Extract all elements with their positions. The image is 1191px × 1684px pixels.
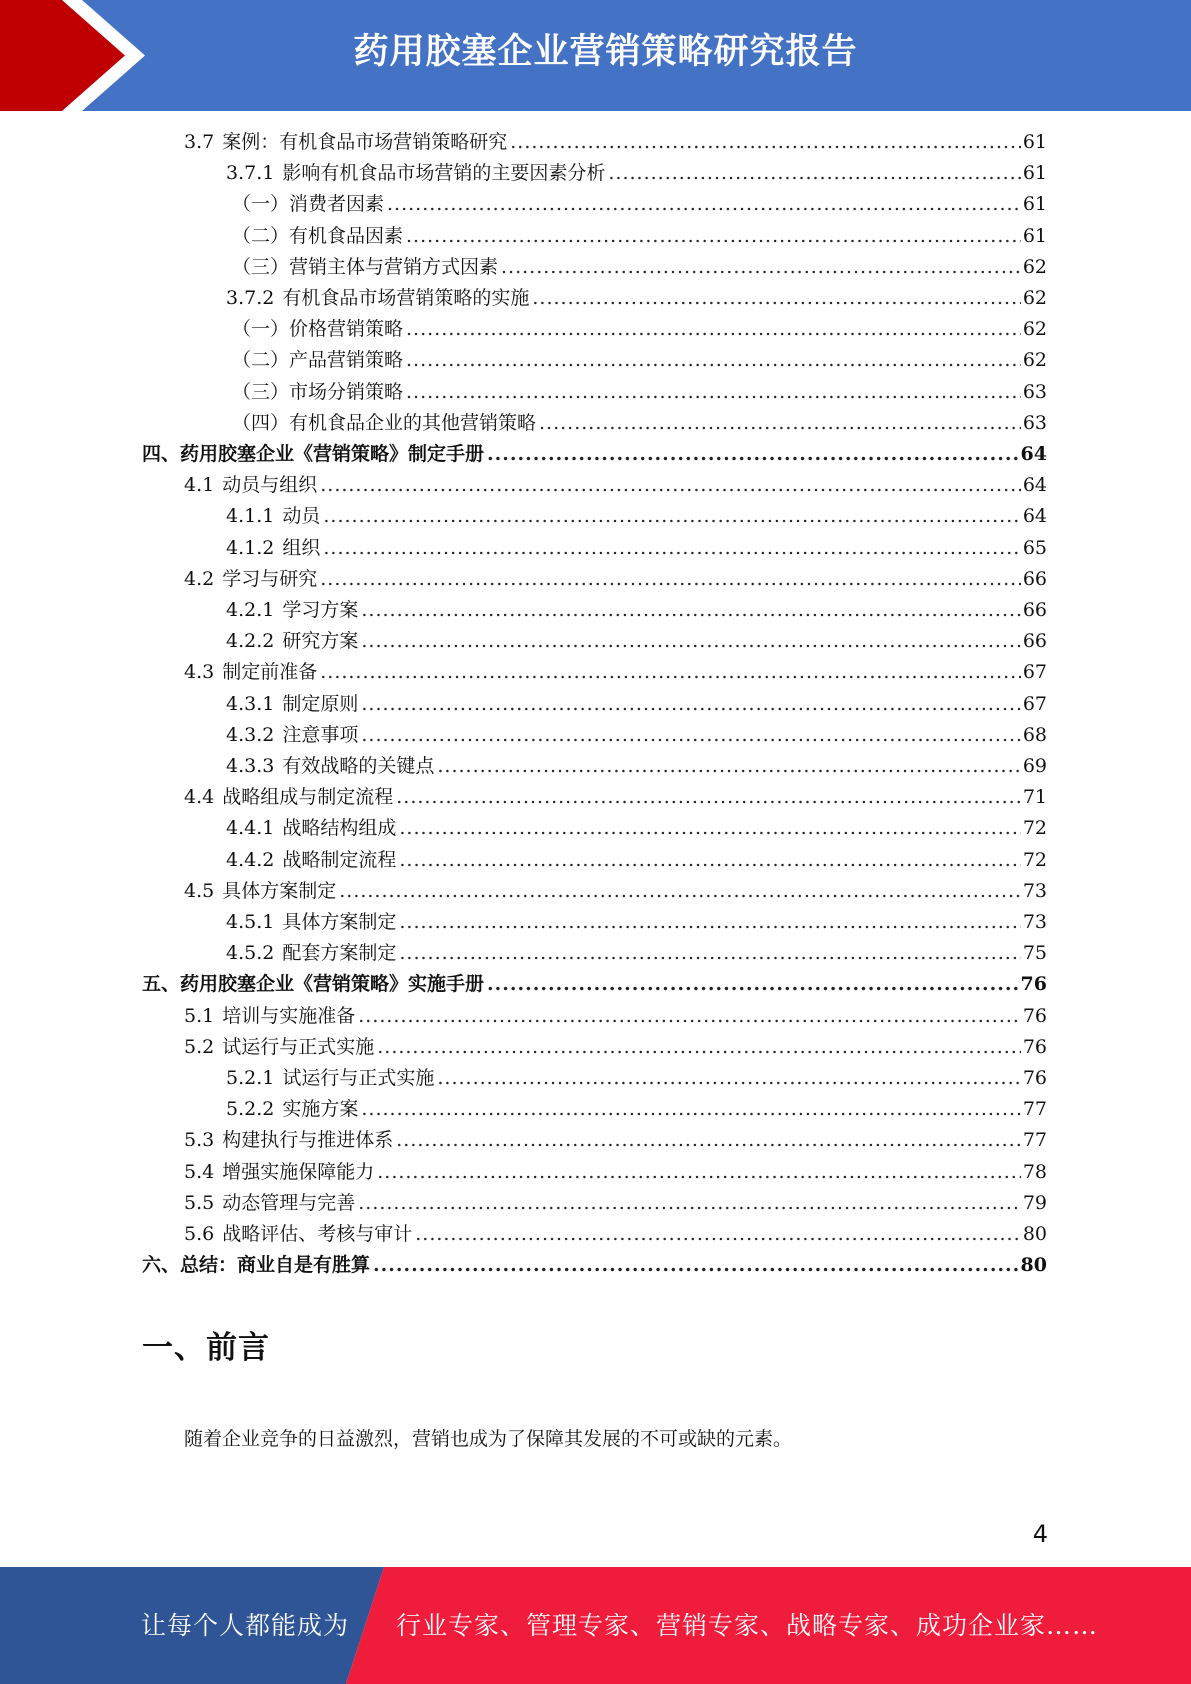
toc-entry-page: 66 <box>1022 630 1047 653</box>
toc-entry-title: （二）有机食品因素 <box>232 224 404 247</box>
toc-entry-number: 4.5.2 <box>226 942 275 965</box>
toc-entry-page: 69 <box>1022 755 1047 777</box>
toc-entry-page: 73 <box>1022 911 1047 933</box>
toc-entry-number: 5.5 <box>184 1191 215 1214</box>
toc-entry-title: 制定原则 <box>282 692 359 715</box>
toc-entry-page: 75 <box>1022 942 1047 965</box>
toc-entry[interactable] <box>184 470 1047 501</box>
toc-entry-page: 67 <box>1022 692 1047 715</box>
toc-entry-number: 五、 <box>142 973 181 996</box>
toc-dot-leader <box>399 907 1020 938</box>
toc-dot-leader <box>387 189 1021 220</box>
toc-dot-leader <box>339 876 1021 907</box>
page-number: 4 <box>1032 1520 1048 1548</box>
toc-dot-leader <box>373 1250 1019 1281</box>
toc-entry-title: 战略评估、考核与审计 <box>222 1223 413 1245</box>
toc-entry[interactable] <box>184 1188 1047 1219</box>
toc-entry-page: 62 <box>1022 287 1047 309</box>
toc-entry-title: 制定前准备 <box>222 661 318 684</box>
toc-entry[interactable] <box>142 439 1047 470</box>
toc-entry-page: 65 <box>1022 536 1047 559</box>
toc-entry[interactable] <box>142 1250 1047 1281</box>
toc-entry-title: （一）消费者因素 <box>232 193 385 216</box>
toc-entry-page: 77 <box>1022 1129 1047 1152</box>
toc-dot-leader <box>510 127 1021 158</box>
toc-entry-title: 试运行与正式实施 <box>222 1035 375 1058</box>
toc-entry-number: 4.3.2 <box>226 723 275 746</box>
toc-entry-page: 77 <box>1022 1098 1047 1121</box>
toc-entry-page: 66 <box>1022 567 1047 590</box>
toc-entry-title: 动员与组织 <box>222 474 318 497</box>
toc-entry-title: 战略结构组成 <box>282 817 397 840</box>
toc-entry-page: 61 <box>1022 224 1047 247</box>
toc-dot-leader <box>361 626 1020 657</box>
toc-entry[interactable] <box>226 938 1047 969</box>
toc-entry-title: （四）有机食品企业的其他营销策略 <box>232 411 537 434</box>
toc-entry[interactable] <box>226 501 1047 532</box>
toc-dot-leader <box>437 1063 1020 1094</box>
toc-dot-leader <box>406 377 1021 408</box>
toc-entry-title: 培训与实施准备 <box>222 1004 356 1027</box>
toc-entry-page: 76 <box>1022 1035 1047 1058</box>
toc-entry-title: 药用胶塞企业《营销策略》制定手册 <box>180 443 485 465</box>
toc-entry[interactable] <box>184 1032 1047 1063</box>
toc-entry[interactable] <box>226 1063 1047 1094</box>
document-title: 药用胶塞企业营销策略研究报告 <box>353 32 858 72</box>
toc-entry-page: 63 <box>1022 411 1047 434</box>
toc-dot-leader <box>501 252 1021 283</box>
toc-entry-page: 76 <box>1022 1067 1047 1089</box>
toc-entry-page: 76 <box>1022 1004 1047 1027</box>
toc-dot-leader <box>361 595 1020 626</box>
toc-dot-leader <box>487 439 1019 470</box>
toc-entry-number: 5.1 <box>184 1004 215 1027</box>
toc-entry-number: 四、 <box>142 443 181 465</box>
toc-dot-leader <box>320 564 1021 595</box>
toc-entry[interactable] <box>232 408 1047 439</box>
toc-entry[interactable] <box>226 595 1047 626</box>
toc-entry[interactable] <box>226 907 1047 938</box>
toc-entry[interactable] <box>226 1094 1047 1125</box>
toc-entry-number: 5.4 <box>184 1160 215 1183</box>
toc-entry-title: 总结：商业自是有胜算 <box>180 1254 371 1277</box>
toc-entry-title: 具体方案制定 <box>222 879 337 902</box>
toc-entry-page: 63 <box>1022 380 1047 403</box>
toc-entry-title: 实施方案 <box>282 1098 359 1121</box>
toc-dot-leader <box>361 720 1020 751</box>
toc-entry-number: 3.7.2 <box>226 287 275 309</box>
toc-entry[interactable] <box>232 252 1047 283</box>
toc-entry[interactable] <box>232 345 1047 376</box>
toc-dot-leader <box>406 345 1021 376</box>
toc-entry-number: 4.3.3 <box>226 755 275 777</box>
toc-entry[interactable] <box>184 1001 1047 1032</box>
toc-entry-title: 影响有机食品市场营销的主要因素分析 <box>282 162 606 185</box>
toc-entry-number: 5.6 <box>184 1223 215 1245</box>
toc-dot-leader <box>320 470 1021 501</box>
toc-dot-leader <box>437 751 1020 782</box>
toc-entry-page: 64 <box>1020 443 1047 465</box>
toc-entry[interactable] <box>184 1219 1047 1250</box>
toc-entry-page: 62 <box>1022 318 1047 341</box>
toc-entry-number: 4.4 <box>184 786 215 809</box>
toc-entry[interactable] <box>232 189 1047 220</box>
toc-entry-page: 61 <box>1022 162 1047 185</box>
toc-entry-title: （三）营销主体与营销方式因素 <box>232 255 499 278</box>
toc-entry-page: 72 <box>1022 817 1047 840</box>
toc-dot-leader <box>399 938 1020 969</box>
toc-entry[interactable] <box>232 377 1047 408</box>
toc-entry-title: 有机食品市场营销策略的实施 <box>282 287 530 309</box>
toc-dot-leader <box>487 969 1019 1000</box>
toc-entry-page: 71 <box>1022 786 1047 809</box>
toc-dot-leader <box>323 533 1020 564</box>
toc-dot-leader <box>399 813 1020 844</box>
toc-entry-title: 有效战略的关键点 <box>282 755 435 777</box>
toc-entry[interactable] <box>184 876 1047 907</box>
toc-dot-leader <box>396 782 1021 813</box>
toc-dot-leader <box>532 283 1020 314</box>
toc-entry-page: 64 <box>1022 474 1047 497</box>
toc-entry-page: 64 <box>1022 505 1047 528</box>
toc-entry-title: 案例：有机食品市场营销策略研究 <box>222 131 508 153</box>
toc-entry-number: 4.3.1 <box>226 692 275 715</box>
toc-entry-title: 学习方案 <box>282 599 359 621</box>
toc-entry-title: 战略制定流程 <box>282 848 397 871</box>
toc-entry-number: 5.2 <box>184 1035 215 1058</box>
toc-entry-page: 78 <box>1022 1160 1047 1183</box>
toc-entry-title: （一）价格营销策略 <box>232 318 404 341</box>
toc-entry-title: （二）产品营销策略 <box>232 349 404 372</box>
toc-entry[interactable] <box>184 657 1047 688</box>
toc-entry-page: 73 <box>1022 879 1047 902</box>
toc-entry[interactable] <box>232 221 1047 252</box>
toc-entry[interactable] <box>184 1125 1047 1156</box>
toc-entry-title: 动态管理与完善 <box>222 1191 356 1214</box>
toc-dot-leader <box>406 314 1021 345</box>
intro-paragraph: 随着企业竞争的日益激烈，营销也成为了保障其发展的不可或缺的元素。 <box>184 1428 793 1450</box>
footer-slogan-left: 让每个人都能成为 <box>141 1611 350 1640</box>
toc-entry[interactable] <box>184 564 1047 595</box>
toc-entry[interactable] <box>226 813 1047 844</box>
toc-entry[interactable] <box>226 626 1047 657</box>
footer-slogan-right: 行业专家、管理专家、营销专家、战略专家、成功企业家…… <box>396 1611 1099 1640</box>
toc-entry-number: 4.5 <box>184 879 215 902</box>
toc-entry-page: 76 <box>1020 973 1047 996</box>
toc-entry-number: 4.2 <box>184 567 215 590</box>
toc-entry-number: 4.2.1 <box>226 599 275 621</box>
toc-entry[interactable] <box>184 1157 1047 1188</box>
toc-dot-leader <box>396 1125 1021 1156</box>
toc-dot-leader <box>608 158 1020 189</box>
toc-entry-title: 动员 <box>282 505 321 528</box>
toc-entry-page: 61 <box>1022 193 1047 216</box>
toc-entry-page: 72 <box>1022 848 1047 871</box>
toc-entry-page: 80 <box>1022 1223 1047 1245</box>
toc-entry[interactable] <box>184 782 1047 813</box>
toc-entry[interactable] <box>142 969 1047 1000</box>
toc-dot-leader <box>320 657 1021 688</box>
toc-entry-number: 4.4.2 <box>226 848 275 871</box>
toc-entry-number: 4.1 <box>184 474 215 497</box>
toc-entry[interactable] <box>232 314 1047 345</box>
toc-entry-page: 80 <box>1020 1254 1047 1277</box>
toc-entry[interactable] <box>226 158 1047 189</box>
toc-entry-number: 5.2.1 <box>226 1067 275 1089</box>
toc-entry-title: 构建执行与推进体系 <box>222 1129 394 1152</box>
toc-entry-title: 战略组成与制定流程 <box>222 786 394 809</box>
toc-entry-title: 研究方案 <box>282 630 359 653</box>
toc-entry-title: 配套方案制定 <box>282 942 397 965</box>
toc-entry-number: 4.3 <box>184 661 215 684</box>
header-banner <box>0 0 1191 111</box>
toc-entry-number: 4.2.2 <box>226 630 275 653</box>
toc-entry-number: 4.1.2 <box>226 536 275 559</box>
toc-entry-number: 4.4.1 <box>226 817 275 840</box>
toc-entry[interactable] <box>184 127 1047 158</box>
toc-entry[interactable] <box>226 689 1047 720</box>
toc-entry-title: 学习与研究 <box>222 567 318 590</box>
toc-entry[interactable] <box>226 720 1047 751</box>
toc-entry[interactable] <box>226 845 1047 876</box>
toc-entry-page: 66 <box>1022 599 1047 621</box>
toc-entry-number: 5.3 <box>184 1129 215 1152</box>
toc-entry-number: 4.1.1 <box>226 505 275 528</box>
section-heading: 一、前言 <box>142 1330 270 1366</box>
toc-entry-page: 67 <box>1022 661 1047 684</box>
toc-entry-number: 3.7 <box>184 131 215 153</box>
toc-entry-title: 具体方案制定 <box>282 911 397 933</box>
toc-entry[interactable] <box>226 751 1047 782</box>
toc-entry-number: 5.2.2 <box>226 1098 275 1121</box>
footer-banner <box>0 1567 1191 1684</box>
toc-entry[interactable] <box>226 533 1047 564</box>
toc-entry-title: 试运行与正式实施 <box>282 1067 435 1089</box>
toc-dot-leader <box>399 845 1020 876</box>
toc-entry-title: 注意事项 <box>282 723 359 746</box>
toc-entry-title: 增强实施保障能力 <box>222 1160 375 1183</box>
toc-entry-number: 3.7.1 <box>226 162 275 185</box>
toc-dot-leader <box>358 1188 1021 1219</box>
toc-entry-title: 药用胶塞企业《营销策略》实施手册 <box>180 973 485 996</box>
toc-dot-leader <box>361 1094 1020 1125</box>
toc-dot-leader <box>361 689 1020 720</box>
toc-entry-page: 79 <box>1022 1191 1047 1214</box>
toc-entry[interactable] <box>226 283 1047 314</box>
toc-dot-leader <box>377 1157 1021 1188</box>
toc-dot-leader <box>358 1001 1021 1032</box>
toc-entry-page: 61 <box>1022 131 1047 153</box>
toc-dot-leader <box>323 501 1020 532</box>
toc-dot-leader <box>415 1219 1021 1250</box>
toc-entry-title: 组织 <box>282 536 321 559</box>
toc-entry-page: 68 <box>1022 723 1047 746</box>
toc-dot-leader <box>377 1032 1021 1063</box>
toc-dot-leader <box>406 221 1021 252</box>
toc-dot-leader <box>539 408 1021 439</box>
toc-entry-title: （三）市场分销策略 <box>232 380 404 403</box>
toc-entry-page: 62 <box>1022 349 1047 372</box>
toc-entry-page: 62 <box>1022 255 1047 278</box>
toc-entry-number: 六、 <box>142 1254 181 1277</box>
toc-entry-number: 4.5.1 <box>226 911 275 933</box>
